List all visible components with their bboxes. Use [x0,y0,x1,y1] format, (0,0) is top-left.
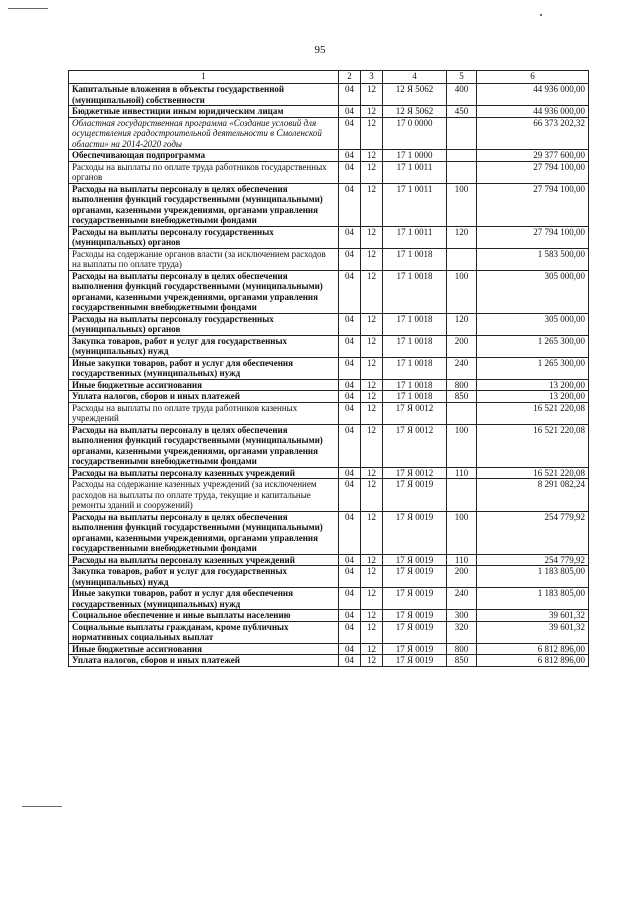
table-row [69,379,589,391]
expense-type-code: 120 [447,226,477,248]
amount-value: 44 936 000,00 [477,84,589,106]
table-row [69,391,589,403]
section-code: 04 [339,424,361,467]
section-code: 04 [339,391,361,403]
expense-type-code: 400 [447,84,477,106]
table-row [69,161,589,183]
budget-item-name: Расходы на выплаты персоналу казенных учреждений [69,467,339,479]
budget-item-name: Социальное обеспечение и иные выплаты населению [69,610,339,622]
amount-value: 13 200,00 [477,391,589,403]
table-row [69,270,589,313]
amount-value: 16 521 220,08 [477,402,589,424]
budget-item-name: Расходы на выплаты по оплате труда работников казенных учреждений [69,402,339,424]
budget-item-name: Расходы на выплаты персоналу государственных (муниципальных) органов [69,313,339,335]
amount-value: 254 779,92 [477,554,589,566]
section-code: 04 [339,270,361,313]
table-row [69,554,589,566]
target-article-code: 17 Я 0019 [383,655,447,667]
section-code: 04 [339,621,361,643]
amount-value: 305 000,00 [477,270,589,313]
subsection-code: 12 [361,335,383,357]
expense-type-code [447,150,477,162]
expense-type-code: 200 [447,566,477,588]
table-row [69,467,589,479]
budget-item-name: Уплата налогов, сборов и иных платежей [69,655,339,667]
section-code: 04 [339,357,361,379]
expense-type-code: 110 [447,467,477,479]
target-article-code: 17 Я 0019 [383,643,447,655]
target-article-code: 17 1 0011 [383,226,447,248]
expense-type-code: 100 [447,424,477,467]
expense-type-code: 100 [447,183,477,226]
subsection-code: 12 [361,313,383,335]
budget-table [68,70,589,667]
subsection-code: 12 [361,106,383,118]
scan-mark-top [8,8,48,9]
section-code: 04 [339,479,361,512]
section-code: 04 [339,588,361,610]
table-row [69,84,589,106]
subsection-code: 12 [361,183,383,226]
expense-type-code: 320 [447,621,477,643]
amount-value: 254 779,92 [477,511,589,554]
expense-type-code [447,117,477,150]
table-row [69,643,589,655]
expense-type-code [447,248,477,270]
subsection-code: 12 [361,467,383,479]
target-article-code: 17 1 0018 [383,248,447,270]
budget-item-name: Расходы на выплаты персоналу в целях обеспечения выполнения функций государственными (муниципальными) органами, казенными учреждениями, органами управления государственными внебюджетными фондами [69,183,339,226]
amount-value: 6 812 896,00 [477,643,589,655]
expense-type-code: 800 [447,643,477,655]
subsection-code: 12 [361,566,383,588]
subsection-code: 12 [361,391,383,403]
expense-type-code: 100 [447,511,477,554]
target-article-code: 17 1 0000 [383,150,447,162]
column-header: 6 [477,71,589,84]
table-row [69,183,589,226]
target-article-code: 17 Я 0012 [383,424,447,467]
section-code: 04 [339,566,361,588]
table-row [69,402,589,424]
subsection-code: 12 [361,357,383,379]
table-row [69,226,589,248]
target-article-code: 17 Я 0019 [383,566,447,588]
budget-item-name: Расходы на выплаты персоналу в целях обеспечения выполнения функций государственными (муниципальными) органами, казенными учреждениями, органами управления государственными внебюджетными фондами [69,270,339,313]
table-row [69,357,589,379]
amount-value: 1 183 805,00 [477,566,589,588]
section-code: 04 [339,610,361,622]
expense-type-code: 240 [447,357,477,379]
target-article-code: 17 0 0000 [383,117,447,150]
section-code: 04 [339,655,361,667]
expense-type-code: 200 [447,335,477,357]
budget-item-name: Капитальные вложения в объекты государственной (муниципальной) собственности [69,84,339,106]
target-article-code: 17 Я 0019 [383,610,447,622]
target-article-code: 17 1 0018 [383,335,447,357]
table-row [69,610,589,622]
subsection-code: 12 [361,479,383,512]
section-code: 04 [339,402,361,424]
amount-value: 39 601,32 [477,610,589,622]
subsection-code: 12 [361,424,383,467]
subsection-code: 12 [361,643,383,655]
section-code: 04 [339,554,361,566]
target-article-code: 17 Я 0019 [383,621,447,643]
expense-type-code: 110 [447,554,477,566]
target-article-code: 17 1 0018 [383,357,447,379]
expense-type-code [447,161,477,183]
page-number: 95 [314,44,326,56]
expense-type-code: 850 [447,391,477,403]
expense-type-code: 850 [447,655,477,667]
subsection-code: 12 [361,554,383,566]
subsection-code: 12 [361,270,383,313]
budget-item-name: Иные закупки товаров, работ и услуг для обеспечения государственных (муниципальных) нужд [69,588,339,610]
table-row [69,566,589,588]
budget-item-name: Расходы на выплаты персоналу казенных учреждений [69,554,339,566]
budget-item-name: Бюджетные инвестиции иным юридическим лицам [69,106,339,118]
amount-value: 305 000,00 [477,313,589,335]
subsection-code: 12 [361,610,383,622]
amount-value: 44 936 000,00 [477,106,589,118]
section-code: 04 [339,150,361,162]
amount-value: 66 373 202,32 [477,117,589,150]
table-row [69,621,589,643]
amount-value: 39 601,32 [477,621,589,643]
subsection-code: 12 [361,379,383,391]
amount-value: 13 200,00 [477,379,589,391]
amount-value: 27 794 100,00 [477,161,589,183]
amount-value: 1 183 805,00 [477,588,589,610]
section-code: 04 [339,183,361,226]
budget-item-name: Иные бюджетные ассигнования [69,379,339,391]
target-article-code: 17 1 0018 [383,313,447,335]
section-code: 04 [339,226,361,248]
target-article-code: 17 Я 0019 [383,479,447,512]
column-header: 5 [447,71,477,84]
budget-item-name: Иные закупки товаров, работ и услуг для обеспечения государственных (муниципальных) нужд [69,357,339,379]
amount-value: 1 265 300,00 [477,357,589,379]
table-row [69,424,589,467]
subsection-code: 12 [361,621,383,643]
amount-value: 8 291 082,24 [477,479,589,512]
expense-type-code: 800 [447,379,477,391]
section-code: 04 [339,379,361,391]
section-code: 04 [339,511,361,554]
table-row [69,655,589,667]
amount-value: 27 794 100,00 [477,226,589,248]
section-code: 04 [339,248,361,270]
subsection-code: 12 [361,248,383,270]
section-code: 04 [339,313,361,335]
budget-item-name: Закупка товаров, работ и услуг для государственных (муниципальных) нужд [69,335,339,357]
scan-mark-left [22,806,62,807]
table-body [69,84,589,667]
expense-type-code: 100 [447,270,477,313]
subsection-code: 12 [361,588,383,610]
budget-item-name: Расходы на выплаты персоналу в целях обеспечения выполнения функций государственными (муниципальными) органами, казенными учреждениями, органами управления государственными внебюджетными фондами [69,424,339,467]
amount-value: 29 377 600,00 [477,150,589,162]
budget-item-name: Расходы на выплаты персоналу в целях обеспечения выполнения функций государственными (муниципальными) органами, казенными учреждениями, органами управления государственными внебюджетными фондами [69,511,339,554]
section-code: 04 [339,84,361,106]
subsection-code: 12 [361,402,383,424]
column-header: 3 [361,71,383,84]
subsection-code: 12 [361,511,383,554]
expense-type-code [447,479,477,512]
amount-value: 27 794 100,00 [477,183,589,226]
table-header-row [69,71,589,84]
subsection-code: 12 [361,655,383,667]
subsection-code: 12 [361,84,383,106]
amount-value: 16 521 220,08 [477,467,589,479]
table-row [69,588,589,610]
expense-type-code [447,402,477,424]
subsection-code: 12 [361,226,383,248]
target-article-code: 12 Я 5062 [383,84,447,106]
budget-item-name: Расходы на выплаты персоналу государственных (муниципальных) органов [69,226,339,248]
target-article-code: 17 1 0011 [383,161,447,183]
target-article-code: 17 Я 0012 [383,402,447,424]
amount-value: 16 521 220,08 [477,424,589,467]
table-row [69,511,589,554]
target-article-code: 17 1 0018 [383,270,447,313]
table-row [69,335,589,357]
table-row [69,313,589,335]
amount-value: 1 265 300,00 [477,335,589,357]
budget-item-name: Расходы на содержание органов власти (за исключением расходов на выплаты по оплате труда) [69,248,339,270]
subsection-code: 12 [361,161,383,183]
budget-item-name: Социальные выплаты гражданам, кроме публичных нормативных социальных выплат [69,621,339,643]
scan-mark-right [540,14,542,16]
section-code: 04 [339,643,361,655]
target-article-code: 17 1 0018 [383,379,447,391]
budget-item-name: Закупка товаров, работ и услуг для государственных (муниципальных) нужд [69,566,339,588]
table-row [69,479,589,512]
column-header: 1 [69,71,339,84]
column-header: 4 [383,71,447,84]
table-row [69,117,589,150]
subsection-code: 12 [361,150,383,162]
target-article-code: 17 Я 0012 [383,467,447,479]
budget-item-name: Расходы на содержание казенных учреждений (за исключением расходов на выплаты по оплате труда, текущие и капитальные ремонты зданий и сооружений) [69,479,339,512]
section-code: 04 [339,161,361,183]
column-header: 2 [339,71,361,84]
section-code: 04 [339,117,361,150]
budget-item-name: Расходы на выплаты по оплате труда работников государственных органов [69,161,339,183]
target-article-code: 12 Я 5062 [383,106,447,118]
budget-item-name: Обеспечивающая подпрограмма [69,150,339,162]
section-code: 04 [339,335,361,357]
amount-value: 1 583 500,00 [477,248,589,270]
amount-value: 6 812 896,00 [477,655,589,667]
table-row [69,248,589,270]
expense-type-code: 300 [447,610,477,622]
section-code: 04 [339,467,361,479]
budget-item-name: Иные бюджетные ассигнования [69,643,339,655]
target-article-code: 17 1 0011 [383,183,447,226]
subsection-code: 12 [361,117,383,150]
budget-item-name: Областная государственная программа «Создание условий для осуществления градостроительной деятельности в Смоленской области» на 2014-2020 годы [69,117,339,150]
section-code: 04 [339,106,361,118]
target-article-code: 17 Я 0019 [383,554,447,566]
table-row [69,150,589,162]
table-row [69,106,589,118]
target-article-code: 17 Я 0019 [383,588,447,610]
budget-item-name: Уплата налогов, сборов и иных платежей [69,391,339,403]
target-article-code: 17 Я 0019 [383,511,447,554]
expense-type-code: 240 [447,588,477,610]
expense-type-code: 120 [447,313,477,335]
expense-type-code: 450 [447,106,477,118]
target-article-code: 17 1 0018 [383,391,447,403]
